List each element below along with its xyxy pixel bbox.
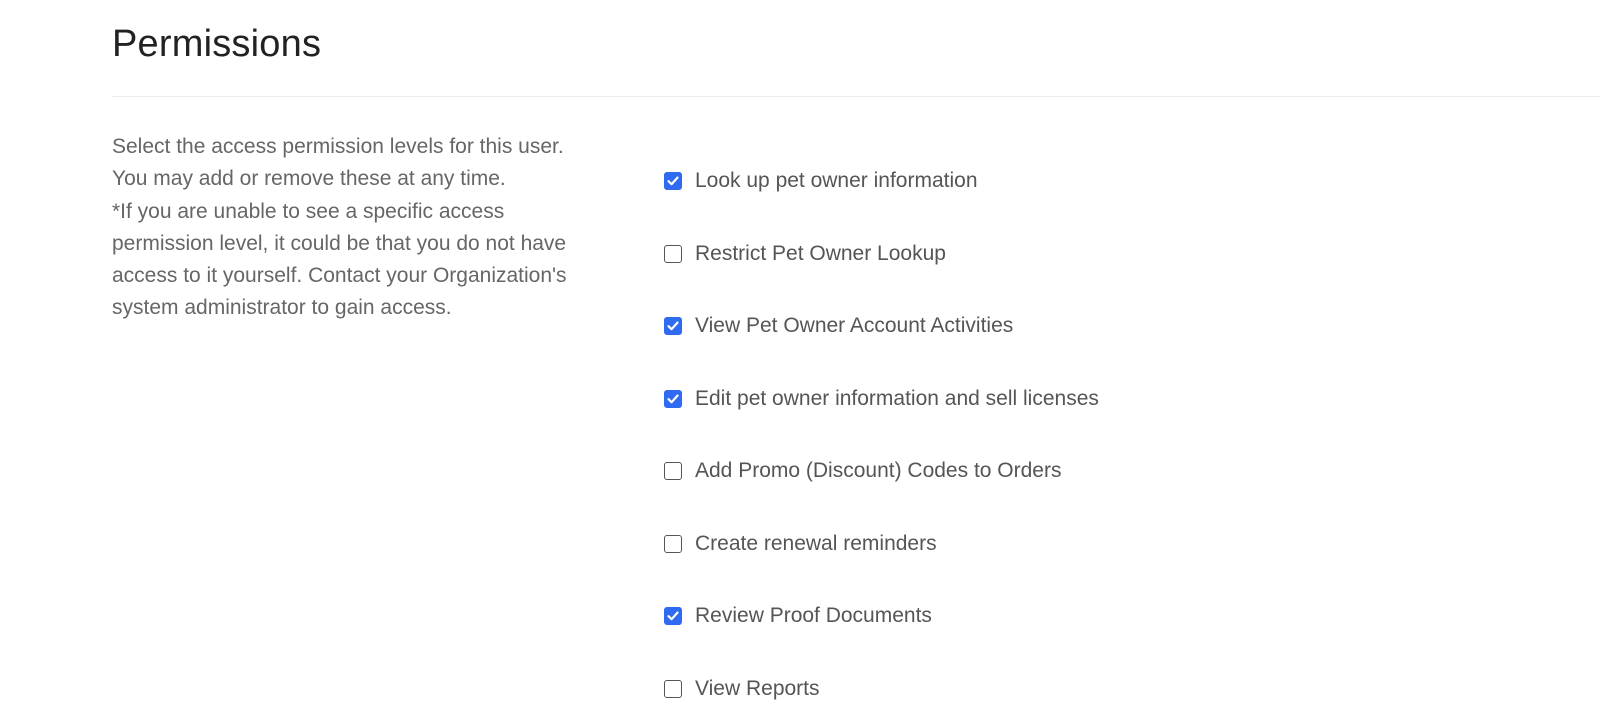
permission-label: Edit pet owner information and sell licenses	[695, 386, 1099, 410]
permission-label: Look up pet owner information	[695, 169, 978, 193]
description-line: access to it yourself. Contact your Organization's	[112, 264, 567, 288]
permission-view-reports[interactable]	[664, 653, 1099, 703]
checkmark-icon	[666, 609, 680, 623]
permission-label: Add Promo (Discount) Codes to Orders	[695, 459, 1062, 483]
description-line: You may add or remove these at any time.	[112, 167, 506, 191]
checkbox[interactable]	[664, 535, 682, 553]
checkmark-icon	[666, 319, 680, 333]
permissions-list	[664, 145, 1099, 703]
checkbox[interactable]	[664, 607, 682, 625]
permission-lookup-pet-owner[interactable]	[664, 145, 1099, 218]
permission-label: Review Proof Documents	[695, 604, 932, 628]
permissions-description	[112, 131, 602, 325]
description-line: system administrator to gain access.	[112, 296, 452, 320]
permission-label: View Pet Owner Account Activities	[695, 314, 1014, 338]
permission-label: Create renewal reminders	[695, 531, 937, 555]
description-line: Select the access permission levels for this user.	[112, 135, 564, 158]
checkbox[interactable]	[664, 680, 682, 698]
checkbox[interactable]	[664, 462, 682, 480]
permission-label: View Reports	[695, 676, 820, 700]
permission-restrict-lookup[interactable]	[664, 218, 1099, 291]
page-title: Permissions	[112, 23, 322, 65]
description-line: permission level, it could be that you do not have	[112, 231, 567, 255]
permission-view-account-activities[interactable]	[664, 290, 1099, 363]
checkmark-icon	[666, 392, 680, 406]
permission-promo-codes[interactable]	[664, 435, 1099, 508]
divider	[112, 96, 1600, 97]
permission-renewal-reminders[interactable]	[664, 508, 1099, 581]
description-line: *If you are unable to see a specific access	[112, 199, 505, 223]
checkbox[interactable]	[664, 317, 682, 335]
permission-edit-sell-licenses[interactable]	[664, 363, 1099, 436]
checkmark-icon	[666, 174, 680, 188]
permission-review-proof-documents[interactable]	[664, 580, 1099, 653]
permission-label: Restrict Pet Owner Lookup	[695, 241, 946, 265]
checkbox[interactable]	[664, 390, 682, 408]
checkbox[interactable]	[664, 172, 682, 190]
checkbox[interactable]	[664, 245, 682, 263]
